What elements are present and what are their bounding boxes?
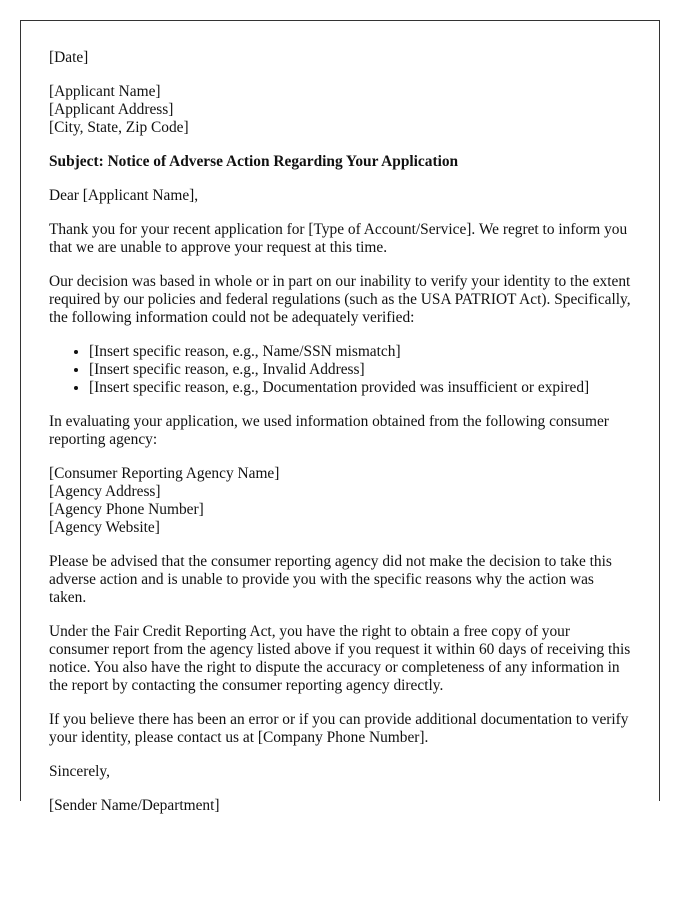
paragraph-agency-intro: In evaluating your application, we used information obtained from the following consumer reporting agency: — [49, 413, 609, 448]
recipient-city: [City, State, Zip Code] — [49, 119, 189, 136]
agency-website: [Agency Website] — [49, 519, 160, 536]
agency-name: [Consumer Reporting Agency Name] — [49, 465, 280, 482]
paragraph-fcra-rights: Under the Fair Credit Reporting Act, you have the right to obtain a free copy of your consumer report from the agency listed above if you request it within 60 days of receiving this notice. You also have the right to dispute the accuracy or completeness of any information in the report by contacting the consumer reporting agency directly. — [49, 623, 631, 694]
paragraph-decision: Our decision was based in whole or in part on our inability to verify your identity to the extent required by our policies and federal regulations (such as the USA PATRIOT Act). Specifically, the following information could not be adequately verified: — [49, 273, 631, 326]
recipient-name: [Applicant Name] — [49, 83, 161, 100]
recipient-street: [Applicant Address] — [49, 101, 174, 118]
letter-body — [21, 21, 659, 815]
paragraph-contact: If you believe there has been an error or if you can provide additional documentation to verify your identity, please contact us at [Company Phone Number]. — [49, 711, 629, 746]
letter-page — [20, 20, 660, 814]
agency-phone: [Agency Phone Number] — [49, 501, 204, 518]
paragraph-intro: Thank you for your recent application for [Type of Account/Service]. We regret to inform you that we are unable to approve your request at this time. — [49, 221, 628, 256]
agency-address: [Agency Address] — [49, 483, 161, 500]
date: [Date] — [49, 49, 89, 66]
reasons-list — [49, 343, 631, 397]
list-item: • [Insert specific reason, e.g., Invalid Address] — [89, 361, 631, 379]
salutation: Dear [Applicant Name], — [49, 187, 199, 204]
subject-line: Subject: Notice of Adverse Action Regarding Your Application — [49, 153, 459, 170]
closing: Sincerely, — [49, 763, 110, 780]
recipient-address — [49, 83, 631, 137]
paragraph-advisory: Please be advised that the consumer reporting agency did not make the decision to take this adverse action and is unable to provide you with the specific reasons why the action was taken. — [49, 553, 612, 606]
list-item: • [Insert specific reason, e.g., Documentation provided was insufficient or expired] — [89, 379, 631, 397]
list-item: • [Insert specific reason, e.g., Name/SSN mismatch] — [89, 343, 631, 361]
agency-info — [49, 465, 631, 537]
signature: [Sender Name/Department] — [49, 797, 220, 814]
